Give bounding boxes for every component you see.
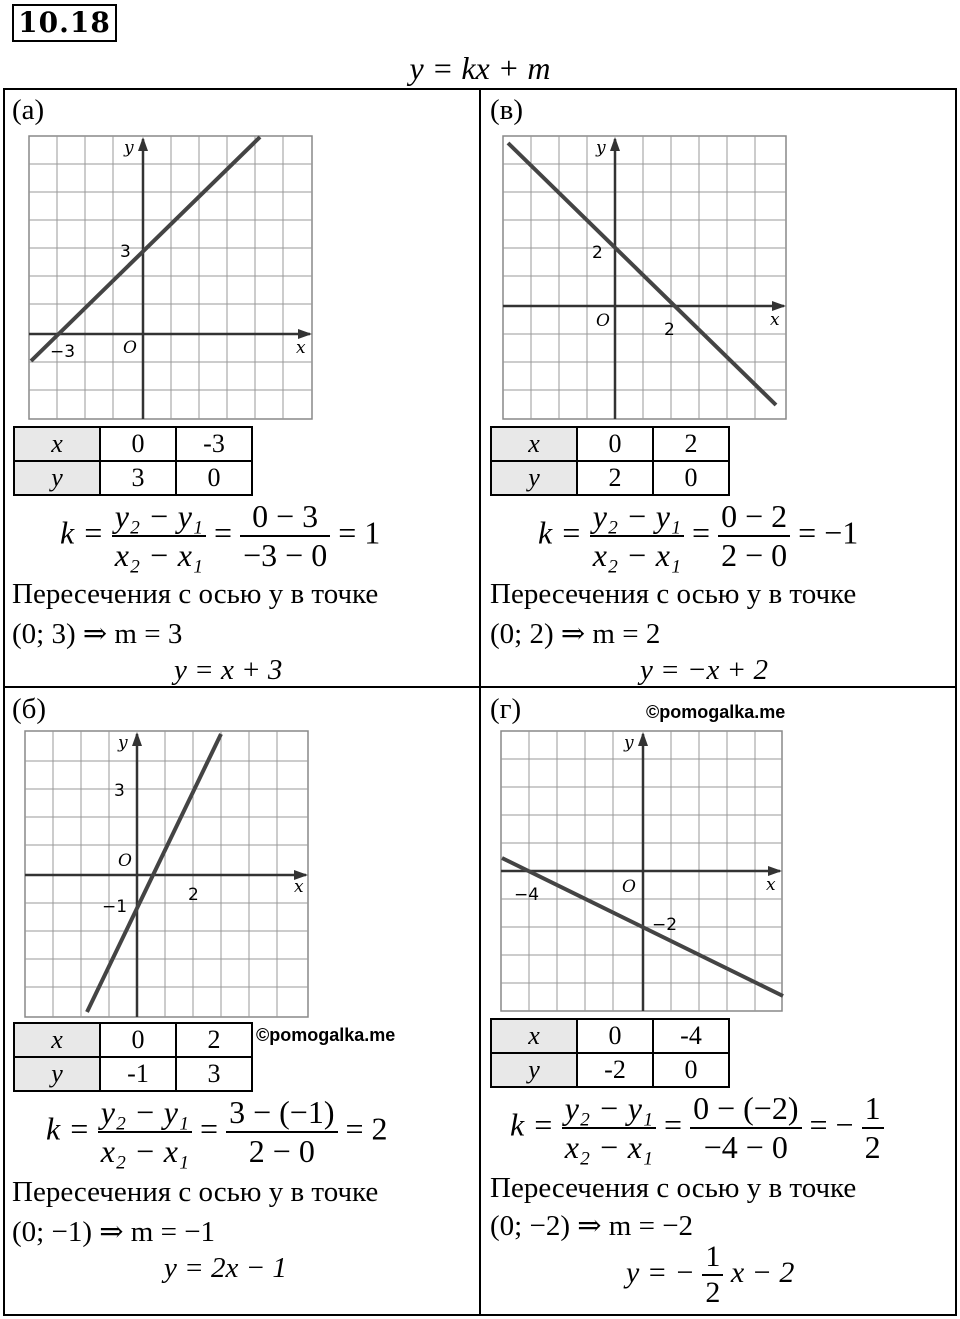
panel-v-point-text: (0; 2) ⇒ m = 2 bbox=[490, 618, 661, 650]
panel-g-k-formula: k = $\frac{\text{y₂ − y₁}}{\text{x₂ − x₁}}$ = $\frac{0 - (-2)}{-4 - 0}$ = − $\frac{1}{2}$ bbox=[510, 1090, 884, 1166]
panel-b-y-tick: 3 bbox=[114, 781, 125, 801]
panel-b-intersect-text: Пересечения с осью y в точке bbox=[12, 1176, 379, 1208]
panel-v-k-formula: k = $\frac{\text{y₂ − y₁}}{\text{x₂ − x₁}}$ = $\frac{0 - 2}{2 - 0}$ = −1 bbox=[538, 498, 859, 573]
panel-v-label: (в) bbox=[490, 94, 524, 126]
panel-b-origin: O bbox=[118, 851, 132, 871]
panel-g-origin: O bbox=[622, 877, 636, 897]
panel-v-origin: O bbox=[596, 311, 610, 331]
panel-g-equation: y = − $\frac{1}{2}$ x − 2 bbox=[626, 1240, 795, 1309]
panel-g-x-axis-label: x bbox=[766, 875, 776, 895]
panel-g-x-int-label: −4 bbox=[514, 885, 540, 905]
panel-g-point-text: (0; −2) ⇒ m = −2 bbox=[490, 1210, 694, 1242]
panel-v-intersect-text: Пересечения с осью y в точке bbox=[490, 578, 857, 610]
panel-a-k-formula: k = $\frac{\text{y₂ − y₁}}{\text{x₂ − x₁}}$ = $\frac{0 - 3}{-3 - 0}$ = 1 bbox=[60, 498, 381, 573]
panel-b-point-text: (0; −1) ⇒ m = −1 bbox=[12, 1216, 216, 1248]
panel-b-y-axis-label: y bbox=[118, 733, 128, 753]
panel-v-y-int-label: 2 bbox=[592, 243, 603, 263]
panel-v-table: x 0 2 y 2 0 bbox=[490, 426, 730, 496]
panel-g-table: x 0 -4 y -2 0 bbox=[490, 1018, 730, 1088]
panel-b-k-formula: k = $\frac{\text{y₂ − y₁}}{\text{x₂ − x₁}}$ = $\frac{3 - (-1)}{2 - 0}$ = 2 bbox=[46, 1094, 388, 1169]
panel-g-y-axis-label: y bbox=[624, 733, 634, 753]
panel-b-x-tick: 2 bbox=[188, 885, 199, 905]
panel-a-y-axis-label: y bbox=[124, 138, 134, 158]
panel-g-label: (г) bbox=[490, 693, 522, 725]
panel-a-origin: O bbox=[123, 338, 137, 358]
panel-b-y-int-label: −1 bbox=[102, 897, 128, 917]
panel-g-y-int-label: −2 bbox=[652, 915, 678, 935]
panel-a-x-int-label: −3 bbox=[50, 342, 76, 362]
panel-a-y-int-label: 3 bbox=[120, 242, 131, 262]
panel-v-graph bbox=[502, 135, 790, 423]
panel-a-point-text: (0; 3) ⇒ m = 3 bbox=[12, 618, 183, 650]
panel-v-x-axis-label: x bbox=[770, 310, 780, 330]
panel-b-table: x 0 2 y -1 3 bbox=[13, 1022, 253, 1092]
problem-number: 10.18 bbox=[12, 4, 117, 42]
panel-a-equation: y = x + 3 bbox=[174, 654, 283, 686]
vertical-divider bbox=[479, 88, 481, 1316]
panel-v-equation: y = −x + 2 bbox=[640, 654, 768, 686]
watermark-b: ©pomogalka.me bbox=[256, 1025, 396, 1045]
horizontal-divider bbox=[3, 686, 957, 688]
main-formula: y = kx + m bbox=[409, 50, 551, 86]
panel-a-graph bbox=[28, 135, 316, 423]
watermark-g: ©pomogalka.me bbox=[646, 702, 786, 722]
panel-b-equation: y = 2x − 1 bbox=[164, 1252, 287, 1284]
panel-v-x-int-label: 2 bbox=[664, 320, 675, 340]
panel-g-graph bbox=[500, 730, 786, 1014]
panel-b-x-axis-label: x bbox=[294, 877, 304, 897]
panel-b-label: (б) bbox=[12, 693, 47, 725]
panel-a-intersect-text: Пересечения с осью y в точке bbox=[12, 578, 379, 610]
panel-a-label: (а) bbox=[12, 94, 45, 126]
panel-b-graph bbox=[24, 730, 312, 1020]
panel-v-y-axis-label: y bbox=[596, 138, 606, 158]
panel-a-table: x 0 -3 y 3 0 bbox=[13, 426, 253, 496]
panel-g-intersect-text: Пересечения с осью y в точке bbox=[490, 1172, 857, 1204]
panel-a-x-axis-label: x bbox=[296, 338, 306, 358]
